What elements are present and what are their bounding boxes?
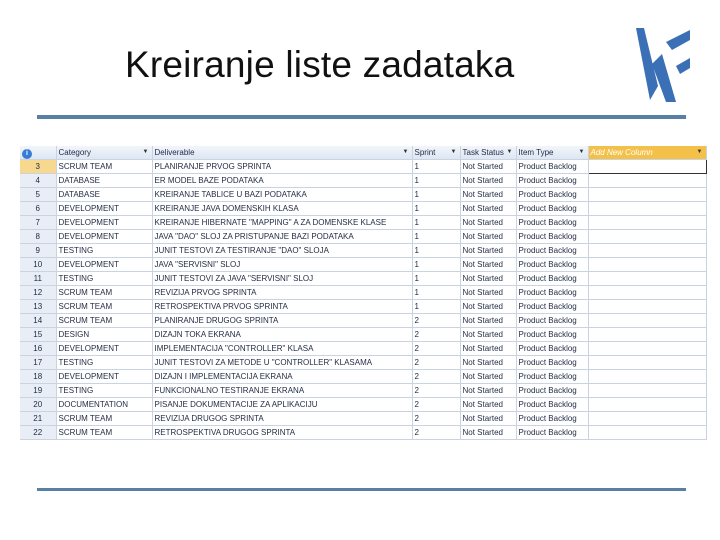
deliverable-cell[interactable]: KREIRANJE TABLICE U BAZI PODATAKA — [152, 188, 412, 202]
item-type-cell[interactable]: Product Backlog — [516, 342, 588, 356]
category-cell[interactable]: DEVELOPMENT — [56, 202, 152, 216]
sprint-cell[interactable]: 1 — [412, 216, 460, 230]
new-column-cell[interactable] — [588, 328, 706, 342]
row-number[interactable]: 3 — [20, 160, 56, 174]
sprint-cell[interactable]: 2 — [412, 314, 460, 328]
table-row[interactable] — [20, 160, 706, 174]
category-cell[interactable]: SCRUM TEAM — [56, 160, 152, 174]
item-type-cell[interactable]: Product Backlog — [516, 188, 588, 202]
row-number[interactable]: 11 — [20, 272, 56, 286]
deliverable-cell[interactable]: PLANIRANJE DRUGOG SPRINTA — [152, 314, 412, 328]
item-type-cell[interactable]: Product Backlog — [516, 370, 588, 384]
dropdown-arrow-icon[interactable]: ▼ — [506, 149, 513, 155]
new-column-cell[interactable] — [588, 230, 706, 244]
sprint-cell[interactable]: 2 — [412, 412, 460, 426]
add-new-column-header[interactable] — [588, 146, 706, 160]
task-status-cell[interactable]: Not Started — [460, 188, 516, 202]
dropdown-arrow-icon[interactable]: ▼ — [696, 149, 703, 155]
deliverable-cell[interactable]: REVIZIJA PRVOG SPRINTA — [152, 286, 412, 300]
item-type-cell[interactable]: Product Backlog — [516, 398, 588, 412]
task-status-cell[interactable]: Not Started — [460, 426, 516, 440]
table-row[interactable] — [20, 328, 706, 342]
new-column-cell[interactable] — [588, 384, 706, 398]
column-header-task-status-label: Task Status — [462, 148, 504, 157]
task-status-cell[interactable]: Not Started — [460, 174, 516, 188]
task-status-cell[interactable]: Not Started — [460, 398, 516, 412]
table-row[interactable] — [20, 174, 706, 188]
new-column-cell[interactable] — [588, 202, 706, 216]
sprint-cell[interactable]: 2 — [412, 328, 460, 342]
table-row[interactable] — [20, 244, 706, 258]
dropdown-arrow-icon[interactable]: ▼ — [578, 149, 585, 155]
category-cell[interactable]: TESTING — [56, 384, 152, 398]
sprint-cell[interactable]: 1 — [412, 244, 460, 258]
table-row[interactable] — [20, 216, 706, 230]
sprint-cell[interactable]: 1 — [412, 160, 460, 174]
new-column-cell[interactable] — [588, 174, 706, 188]
new-column-cell[interactable] — [588, 258, 706, 272]
item-type-cell[interactable]: Product Backlog — [516, 216, 588, 230]
category-cell[interactable]: TESTING — [56, 356, 152, 370]
item-type-cell[interactable]: Product Backlog — [516, 356, 588, 370]
task-status-cell[interactable]: Not Started — [460, 216, 516, 230]
deliverable-cell[interactable]: RETROSPEKTIVA DRUGOG SPRINTA — [152, 426, 412, 440]
new-column-cell[interactable] — [588, 412, 706, 426]
task-status-cell[interactable]: Not Started — [460, 342, 516, 356]
category-cell[interactable]: DATABASE — [56, 188, 152, 202]
category-cell[interactable]: DEVELOPMENT — [56, 230, 152, 244]
new-column-cell[interactable] — [588, 356, 706, 370]
table-row[interactable] — [20, 398, 706, 412]
row-number[interactable]: 18 — [20, 370, 56, 384]
deliverable-cell[interactable]: DIZAJN TOKA EKRANA — [152, 328, 412, 342]
task-status-cell[interactable]: Not Started — [460, 286, 516, 300]
row-number[interactable]: 10 — [20, 258, 56, 272]
category-cell[interactable]: SCRUM TEAM — [56, 426, 152, 440]
table-row[interactable] — [20, 286, 706, 300]
table-row[interactable] — [20, 342, 706, 356]
task-status-cell[interactable]: Not Started — [460, 314, 516, 328]
deliverable-cell[interactable]: KREIRANJE JAVA DOMENSKIH KLASA — [152, 202, 412, 216]
sprint-cell[interactable]: 1 — [412, 174, 460, 188]
category-cell[interactable]: SCRUM TEAM — [56, 300, 152, 314]
task-status-cell[interactable]: Not Started — [460, 258, 516, 272]
category-cell[interactable]: DEVELOPMENT — [56, 216, 152, 230]
category-cell[interactable]: DEVELOPMENT — [56, 258, 152, 272]
sprint-cell[interactable]: 1 — [412, 300, 460, 314]
table-row[interactable] — [20, 258, 706, 272]
new-column-cell[interactable] — [588, 342, 706, 356]
new-column-cell[interactable] — [588, 300, 706, 314]
item-type-cell[interactable]: Product Backlog — [516, 426, 588, 440]
row-number[interactable]: 5 — [20, 188, 56, 202]
item-type-cell[interactable]: Product Backlog — [516, 328, 588, 342]
new-column-cell[interactable] — [588, 314, 706, 328]
column-header-task-status[interactable] — [460, 146, 516, 160]
category-cell[interactable]: SCRUM TEAM — [56, 314, 152, 328]
row-number[interactable]: 22 — [20, 426, 56, 440]
task-status-cell[interactable]: Not Started — [460, 160, 516, 174]
row-number[interactable]: 8 — [20, 230, 56, 244]
task-status-cell[interactable]: Not Started — [460, 300, 516, 314]
dropdown-arrow-icon[interactable]: ▼ — [142, 149, 149, 155]
dropdown-arrow-icon[interactable]: ▼ — [450, 149, 457, 155]
column-header-category[interactable] — [56, 146, 152, 160]
column-header-item-type-label: Item Type — [518, 148, 554, 157]
deliverable-cell[interactable]: IMPLEMENTACIJA "CONTROLLER" KLASA — [152, 342, 412, 356]
task-status-cell[interactable]: Not Started — [460, 384, 516, 398]
row-number[interactable]: 15 — [20, 328, 56, 342]
task-status-cell[interactable]: Not Started — [460, 328, 516, 342]
deliverable-cell[interactable]: KREIRANJE HIBERNATE "MAPPING" A ZA DOMENSKE KLASE — [152, 216, 412, 230]
new-column-cell[interactable] — [588, 160, 706, 174]
item-type-cell[interactable]: Product Backlog — [516, 258, 588, 272]
table-row[interactable] — [20, 230, 706, 244]
task-status-cell[interactable]: Not Started — [460, 370, 516, 384]
table-row[interactable] — [20, 202, 706, 216]
slide-title: Kreiranje liste zadataka — [125, 44, 515, 85]
table-row[interactable] — [20, 300, 706, 314]
deliverable-cell[interactable]: REVIZIJA DRUGOG SPRINTA — [152, 412, 412, 426]
column-header-category-label: Category — [58, 148, 91, 157]
sprint-cell[interactable]: 1 — [412, 202, 460, 216]
item-type-cell[interactable]: Product Backlog — [516, 286, 588, 300]
item-type-cell[interactable]: Product Backlog — [516, 244, 588, 258]
row-number[interactable]: 9 — [20, 244, 56, 258]
column-header-deliverable-label: Deliverable — [154, 148, 195, 157]
table-row[interactable] — [20, 272, 706, 286]
grid-body — [20, 160, 706, 440]
row-number[interactable]: 16 — [20, 342, 56, 356]
grid-header-row — [20, 146, 706, 160]
item-type-cell[interactable]: Product Backlog — [516, 202, 588, 216]
new-column-cell[interactable] — [588, 272, 706, 286]
new-column-cell[interactable] — [588, 286, 706, 300]
column-header-sprint[interactable] — [412, 146, 460, 160]
category-cell[interactable]: TESTING — [56, 244, 152, 258]
new-column-cell[interactable] — [588, 244, 706, 258]
sprint-cell[interactable]: 1 — [412, 272, 460, 286]
item-type-cell[interactable]: Product Backlog — [516, 314, 588, 328]
new-column-cell[interactable] — [588, 398, 706, 412]
row-number[interactable]: 6 — [20, 202, 56, 216]
info-icon: i — [22, 149, 32, 159]
table-row[interactable] — [20, 188, 706, 202]
table-row[interactable] — [20, 384, 706, 398]
sprint-cell[interactable]: 2 — [412, 398, 460, 412]
column-header-sprint-label: Sprint — [414, 148, 436, 157]
task-status-cell[interactable]: Not Started — [460, 230, 516, 244]
task-status-cell[interactable]: Not Started — [460, 244, 516, 258]
sprint-cell[interactable]: 1 — [412, 188, 460, 202]
category-cell[interactable]: DATABASE — [56, 174, 152, 188]
row-number[interactable]: 21 — [20, 412, 56, 426]
deliverable-cell[interactable]: JAVA "DAO" SLOJ ZA PRISTUPANJE BAZI PODATAKA — [152, 230, 412, 244]
task-status-cell[interactable]: Not Started — [460, 272, 516, 286]
item-type-cell[interactable]: Product Backlog — [516, 412, 588, 426]
sprint-cell[interactable]: 1 — [412, 230, 460, 244]
sprint-cell[interactable]: 2 — [412, 426, 460, 440]
row-number[interactable]: 12 — [20, 286, 56, 300]
top-divider — [37, 115, 686, 119]
sprint-cell[interactable]: 1 — [412, 286, 460, 300]
deliverable-cell[interactable]: JUNIT TESTOVI ZA METODE U "CONTROLLER" KLASAMA — [152, 356, 412, 370]
bottom-divider — [37, 488, 686, 491]
task-status-cell[interactable]: Not Started — [460, 412, 516, 426]
category-cell[interactable]: DESIGN — [56, 328, 152, 342]
item-type-cell[interactable]: Product Backlog — [516, 230, 588, 244]
table-row[interactable] — [20, 426, 706, 440]
deliverable-cell[interactable]: FUNKCIONALNO TESTIRANJE EKRANA — [152, 384, 412, 398]
sprint-cell[interactable]: 2 — [412, 370, 460, 384]
row-number[interactable]: 20 — [20, 398, 56, 412]
column-header-item-type[interactable] — [516, 146, 588, 160]
table-row[interactable] — [20, 356, 706, 370]
task-grid — [20, 146, 706, 440]
row-number[interactable]: 13 — [20, 300, 56, 314]
deliverable-cell[interactable]: PLANIRANJE PRVOG SPRINTA — [152, 160, 412, 174]
new-column-cell[interactable] — [588, 370, 706, 384]
deliverable-cell[interactable]: JUNIT TESTOVI ZA TESTIRANJE "DAO" SLOJA — [152, 244, 412, 258]
sprint-cell[interactable]: 2 — [412, 356, 460, 370]
deliverable-cell[interactable]: RETROSPEKTIVA PRVOG SPRINTA — [152, 300, 412, 314]
row-number[interactable]: 19 — [20, 384, 56, 398]
item-type-cell[interactable]: Product Backlog — [516, 272, 588, 286]
row-number[interactable]: 17 — [20, 356, 56, 370]
category-cell[interactable]: SCRUM TEAM — [56, 412, 152, 426]
deliverable-cell[interactable]: DIZAJN I IMPLEMENTACIJA EKRANA — [152, 370, 412, 384]
row-number[interactable]: 14 — [20, 314, 56, 328]
deliverable-cell[interactable]: JAVA "SERVISNI" SLOJ — [152, 258, 412, 272]
category-cell[interactable]: DEVELOPMENT — [56, 342, 152, 356]
deliverable-cell[interactable]: JUNIT TESTOVI ZA JAVA "SERVISNI" SLOJ — [152, 272, 412, 286]
task-status-cell[interactable]: Not Started — [460, 356, 516, 370]
column-header-deliverable[interactable] — [152, 146, 412, 160]
category-cell[interactable]: DOCUMENTATION — [56, 398, 152, 412]
row-header-corner[interactable] — [20, 146, 56, 160]
row-number[interactable]: 7 — [20, 216, 56, 230]
sprint-cell[interactable]: 2 — [412, 342, 460, 356]
row-number[interactable]: 4 — [20, 174, 56, 188]
add-new-column-label: Add New Column — [590, 148, 653, 157]
item-type-cell[interactable]: Product Backlog — [516, 300, 588, 314]
table-row[interactable] — [20, 314, 706, 328]
table-row[interactable] — [20, 370, 706, 384]
category-cell[interactable]: SCRUM TEAM — [56, 286, 152, 300]
company-logo-icon — [632, 24, 692, 106]
dropdown-arrow-icon[interactable]: ▼ — [402, 149, 409, 155]
category-cell[interactable]: DEVELOPMENT — [56, 370, 152, 384]
sprint-cell[interactable]: 1 — [412, 258, 460, 272]
sprint-cell[interactable]: 2 — [412, 384, 460, 398]
category-cell[interactable]: TESTING — [56, 272, 152, 286]
item-type-cell[interactable]: Product Backlog — [516, 160, 588, 174]
deliverable-cell[interactable]: PISANJE DOKUMENTACIJE ZA APLIKACIJU — [152, 398, 412, 412]
item-type-cell[interactable]: Product Backlog — [516, 384, 588, 398]
item-type-cell[interactable]: Product Backlog — [516, 174, 588, 188]
task-status-cell[interactable]: Not Started — [460, 202, 516, 216]
table-row[interactable] — [20, 412, 706, 426]
new-column-cell[interactable] — [588, 188, 706, 202]
new-column-cell[interactable] — [588, 426, 706, 440]
deliverable-cell[interactable]: ER MODEL BAZE PODATAKA — [152, 174, 412, 188]
new-column-cell[interactable] — [588, 216, 706, 230]
